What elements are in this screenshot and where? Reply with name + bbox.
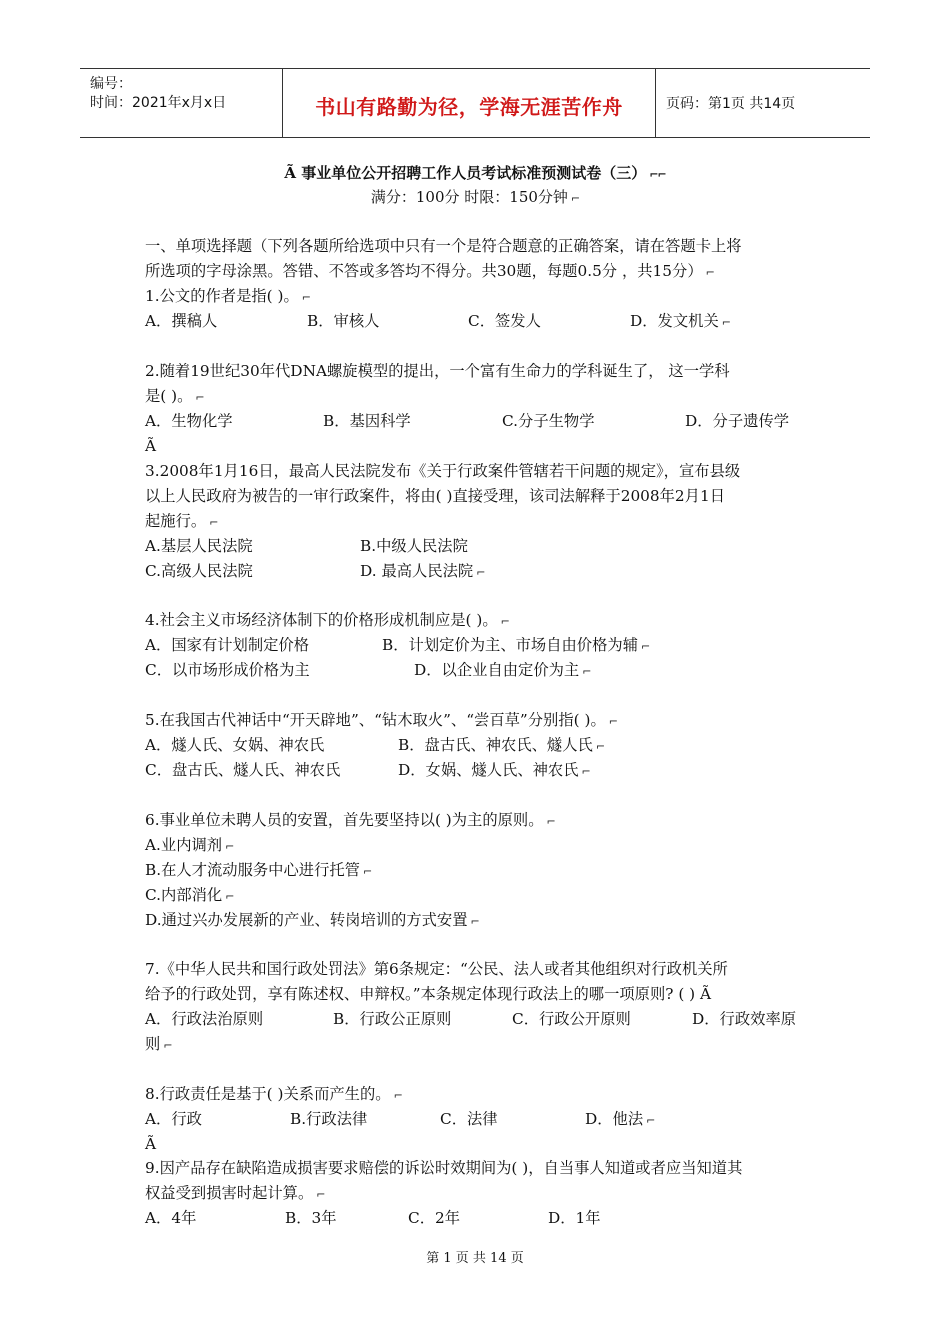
question-9-option-c: C．2年 (408, 1209, 461, 1227)
question-6-stem: 6.事业单位未聘人员的安置，首先要坚持以( )为主的原则。 ⌐ (145, 810, 555, 832)
question-6-option-d: D.通过兴办发展新的产业、转岗培训的方式安置 ⌐ (145, 910, 479, 932)
header-meta-cell (80, 69, 280, 137)
stray-mark: Ã (145, 437, 157, 455)
question-8-option-c: C．法律 (440, 1110, 498, 1128)
question-2-option-d: D．分子遗传学 (685, 412, 790, 430)
paragraph-mark-icon: ⌐ (581, 765, 590, 778)
question-5-option-d: D．女娲、燧人氏、神农氏 ⌐ (398, 760, 590, 782)
paragraph-mark-icon: ⌐ (209, 516, 218, 529)
question-3-option-b: B.中级人民法院 (360, 537, 468, 555)
paragraph-mark-icon: ⌐ (608, 715, 617, 728)
question-9-option-b: B．3年 (285, 1209, 337, 1227)
question-8-option-a: A．行政 (145, 1110, 202, 1128)
question-7-option-d: D．行政效率原 (692, 1010, 797, 1028)
number-label: 编号： (90, 76, 132, 92)
exam-subtitle: 满分：100分 时限：150分钟 ⌐ (370, 188, 580, 206)
paragraph-mark-icon: ⌐ (225, 890, 234, 903)
paragraph-mark-icon: ⌐ (393, 1089, 402, 1102)
question-6-option-c: C.内部消化 ⌐ (145, 885, 233, 907)
question-6-option-a: A.业内调剂 ⌐ (145, 835, 233, 857)
question-4-option-b: B．计划定价为主、市场自由价格为辅 ⌐ (382, 635, 649, 657)
section-intro-line-1: 一、单项选择题（下列各题所给选项中只有一个是符合题意的正确答案，请在答题卡上将 (145, 237, 742, 255)
exam-title: Ã 事业单位公开招聘工作人员考试标准预测试卷（三） ⌐⌐ (284, 164, 666, 182)
question-5-option-c: C．盘古氏、燧人氏、神农氏 (145, 761, 341, 779)
question-4-stem: 4.社会主义市场经济体制下的价格形成机制应是( )。 ⌐ (145, 610, 509, 632)
question-9-option-d: D．1年 (548, 1209, 601, 1227)
paragraph-mark-icon: ⌐ (721, 316, 730, 329)
paragraph-mark-icon: ⌐ (641, 640, 650, 653)
paragraph-mark-icon: ⌐ (595, 740, 605, 753)
paragraph-mark-icon: ⌐ (570, 192, 580, 205)
paragraph-mark-icon: ⌐ (301, 291, 310, 304)
question-7-option-b: B．行政公正原则 (333, 1010, 452, 1028)
question-8-stem: 8.行政责任是基于( )关系而产生的。 ⌐ (145, 1084, 402, 1106)
question-5-stem: 5.在我国古代神话中“开天辟地”、“钻木取火”、“尝百草”分别指( )。 ⌐ (145, 710, 617, 732)
paragraph-mark-icon: ⌐ (705, 266, 714, 279)
question-1-option-d: D．发文机关 ⌐ (630, 311, 730, 333)
question-7-option-c: C．行政公开原则 (512, 1010, 631, 1028)
paragraph-mark-icon: ⌐ (225, 840, 234, 853)
question-3-option-d: D. 最高人民法院 ⌐ (360, 561, 484, 583)
header-motto-cell (282, 69, 656, 137)
paragraph-mark-icon: ⌐ (316, 1188, 325, 1201)
paragraph-mark-icon: ⌐ (195, 391, 204, 404)
question-9-stem-line-1: 9.因产品存在缺陷造成损害要求赔偿的诉讼时效期间为( )，自当事人知道或者应当知道其 (145, 1159, 743, 1177)
paragraph-mark-icon: ⌐ (582, 665, 591, 678)
question-1-stem: 1.公文的作者是指( )。 ⌐ (145, 286, 310, 308)
question-3-option-c: C.高级人民法院 (145, 562, 253, 580)
paragraph-mark-icon: ⌐ (546, 815, 555, 828)
question-2-stem-line-1: 2.随着19世纪30年代DNA螺旋模型的提出，一个富有生命力的学科诞生了， 这一学科 (145, 362, 730, 380)
question-6-option-b: B.在人才流动服务中心进行托管 ⌐ (145, 860, 371, 882)
question-1-option-b: B．审核人 (307, 312, 380, 330)
paragraph-mark-icon: ⌐ (476, 566, 485, 579)
question-4-option-a: A．国家有计划制定价格 (145, 636, 310, 654)
paragraph-mark-icon: ⌐ (646, 1114, 655, 1127)
question-4-option-c: C．以市场形成价格为主 (145, 661, 310, 679)
question-5-option-b: B．盘古氏、神农氏、燧人氏 ⌐ (398, 735, 604, 757)
question-3-stem-line-2: 以上人民政府为被告的一审行政案件，将由( )直接受理，该司法解释于2008年2月1日 (145, 487, 725, 505)
stray-mark: Ã (145, 1135, 157, 1153)
paragraph-mark-icon: ⌐ (362, 865, 372, 878)
paragraph-mark-icon: ⌐ (500, 615, 509, 628)
time-label: 时间：2021年x月x日 (90, 95, 227, 111)
page-header (80, 68, 870, 138)
question-1-option-c: C．签发人 (468, 312, 541, 330)
question-7-option-a: A．行政法治原则 (145, 1010, 264, 1028)
question-2-stem-line-2: 是( )。 ⌐ (145, 386, 204, 408)
question-9-option-a: A．4年 (145, 1209, 197, 1227)
question-8-option-b: B.行政法律 (290, 1110, 368, 1128)
question-2-option-b: B．基因科学 (323, 412, 411, 430)
question-3-stem-line-3: 起施行。 ⌐ (145, 511, 217, 533)
question-8-option-d: D．他法 ⌐ (585, 1109, 654, 1131)
question-2-option-a: A．生物化学 (145, 412, 233, 430)
section-intro-line-2: 所选项的字母涂黑。答错、不答或多答均不得分。共30题，每题0.5分 ，共15分） ⌐ (145, 261, 714, 283)
question-9-stem-line-2: 权益受到损害时起计算。 ⌐ (145, 1183, 325, 1205)
question-4-option-d: D．以企业自由定价为主 ⌐ (414, 660, 590, 682)
question-7-stem-line-2: 给予的行政处罚，享有陈述权、申辩权。”本条规定体现行政法上的哪一项原则? ( ) Ã (145, 985, 712, 1003)
page-info: 页码：第1页 共14页 (666, 96, 796, 112)
motto: 书山有路勤为径，学海无涯苦作舟 (315, 95, 623, 119)
question-3-stem-line-1: 3.2008年1月16日，最高人民法院发布《关于行政案件管辖若干问题的规定》，宣布县级 (145, 462, 741, 480)
paragraph-mark-icon: ⌐ (470, 915, 479, 928)
paragraph-mark-icon: ⌐ (163, 1039, 172, 1052)
question-3-option-a: A.基层人民法院 (145, 537, 253, 555)
question-1-option-a: A．撰稿人 (145, 312, 218, 330)
paragraph-mark-icon: ⌐⌐ (649, 168, 666, 181)
page-footer: 第 1 页 共 14 页 (426, 1251, 524, 1266)
question-2-option-c: C.分子生物学 (502, 412, 595, 430)
header-page-cell (656, 69, 870, 137)
question-7-stem-line-1: 7.《中华人民共和国行政处罚法》第6条规定：“公民、法人或者其他组织对行政机关所 (145, 960, 728, 978)
question-7-option-d-wrap: 则 ⌐ (145, 1034, 172, 1056)
question-5-option-a: A．燧人氏、女娲、神农氏 (145, 736, 325, 754)
